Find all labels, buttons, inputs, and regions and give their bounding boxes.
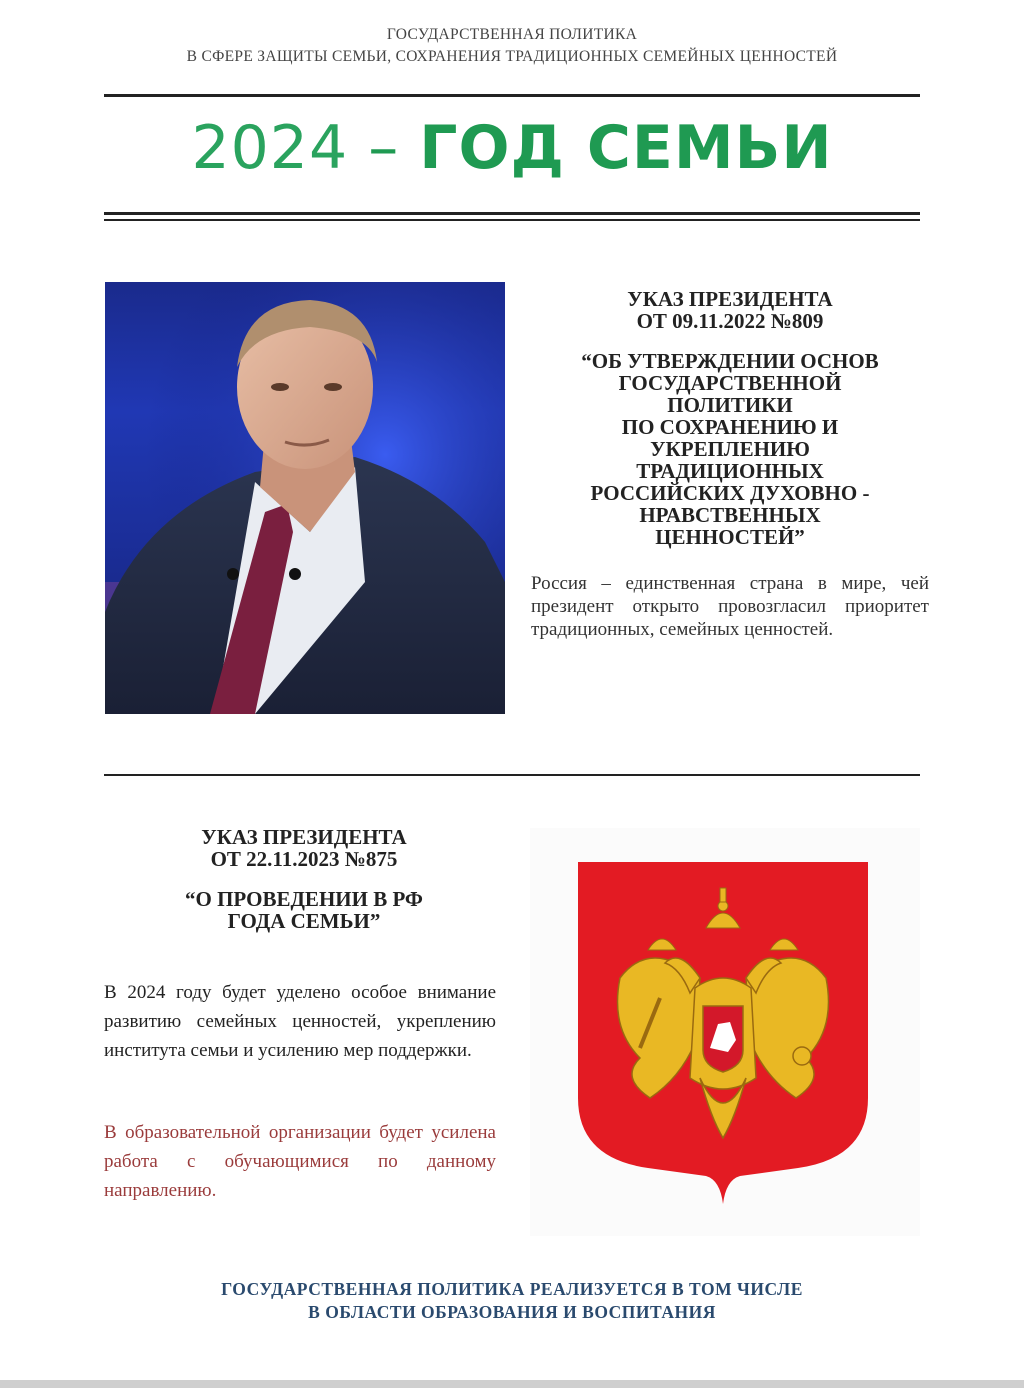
decree-809-title-line: ПО СОХРАНЕНИЮ И — [621, 415, 839, 439]
decree-809-title-line: ГОСУДАРСТВЕННОЙ — [618, 371, 842, 395]
header — [100, 24, 924, 68]
decree-809-title-line: ПОЛИТИКИ — [667, 393, 793, 417]
school-note: В образовательной организации будет усилена работа с обучающимися по данному направлению. — [104, 1122, 496, 1201]
decree-875-heading-1: УКАЗ ПРЕЗИДЕНТА — [201, 825, 407, 849]
decree-809-title-line: ЦЕННОСТЕЙ” — [655, 525, 805, 549]
president-portrait-photo — [105, 282, 505, 714]
decree-809 — [530, 288, 930, 548]
title-text: ГОД СЕМЬИ — [419, 113, 833, 183]
main-title — [100, 110, 924, 186]
decree-809-title-line: РОССИЙСКИХ ДУХОВНО - — [590, 481, 870, 505]
title-year: 2024 — [191, 113, 349, 183]
decree-809-title-line: ТРАДИЦИОННЫХ — [636, 459, 824, 483]
divider-double-2 — [104, 219, 920, 221]
decree-875-title-line-2: ГОДА СЕМЬИ” — [227, 909, 381, 933]
decree-875-title — [104, 888, 504, 932]
decree-875 — [104, 826, 504, 932]
coat-of-arms-panel — [530, 828, 920, 1236]
divider-middle — [104, 774, 920, 776]
decree-875-title-line-1: “О ПРОВЕДЕНИИ В РФ — [185, 887, 423, 911]
decree-809-heading-1: УКАЗ ПРЕЗИДЕНТА — [627, 287, 833, 311]
decree-809-title-line: НРАВСТВЕННЫХ — [639, 503, 821, 527]
decree-875-description: В 2024 году будет уделено особое внимание развитию семейных ценностей, укреплению института семьи и усилению мер поддержки. — [104, 982, 496, 1061]
decree-809-title-line: “ОБ УТВЕРЖДЕНИИ ОСНОВ — [581, 349, 879, 373]
divider-double-1 — [104, 212, 920, 215]
russian-coat-of-arms-icon — [530, 828, 920, 1236]
title-dash: – — [348, 113, 420, 183]
decree-809-title — [530, 350, 930, 548]
footer — [100, 1278, 924, 1324]
divider-top — [104, 94, 920, 97]
header-line-1: ГОСУДАРСТВЕННАЯ ПОЛИТИКА — [386, 26, 638, 43]
footer-line-1: ГОСУДАРСТВЕННАЯ ПОЛИТИКА РЕАЛИЗУЕТСЯ В ТОМ ЧИСЛЕ — [221, 1279, 803, 1299]
header-line-2: В СФЕРЕ ЗАЩИТЫ СЕМЬИ, СОХРАНЕНИЯ ТРАДИЦИОННЫХ СЕМЕЙНЫХ ЦЕННОСТЕЙ — [186, 48, 838, 65]
portrait-illustration — [105, 282, 505, 714]
decree-875-heading-2: ОТ 22.11.2023 №875 — [210, 847, 398, 871]
decree-809-description: Россия – единственная страна в мире, чей президент открыто провозгласил приоритет традиционных, семейных ценностей. — [531, 573, 929, 640]
footer-line-2: В ОБЛАСТИ ОБРАЗОВАНИЯ И ВОСПИТАНИЯ — [308, 1302, 716, 1322]
decree-809-heading-2: ОТ 09.11.2022 №809 — [636, 309, 824, 333]
bottom-frame-edge — [0, 1380, 1024, 1388]
decree-809-title-line: УКРЕПЛЕНИЮ — [650, 437, 810, 461]
